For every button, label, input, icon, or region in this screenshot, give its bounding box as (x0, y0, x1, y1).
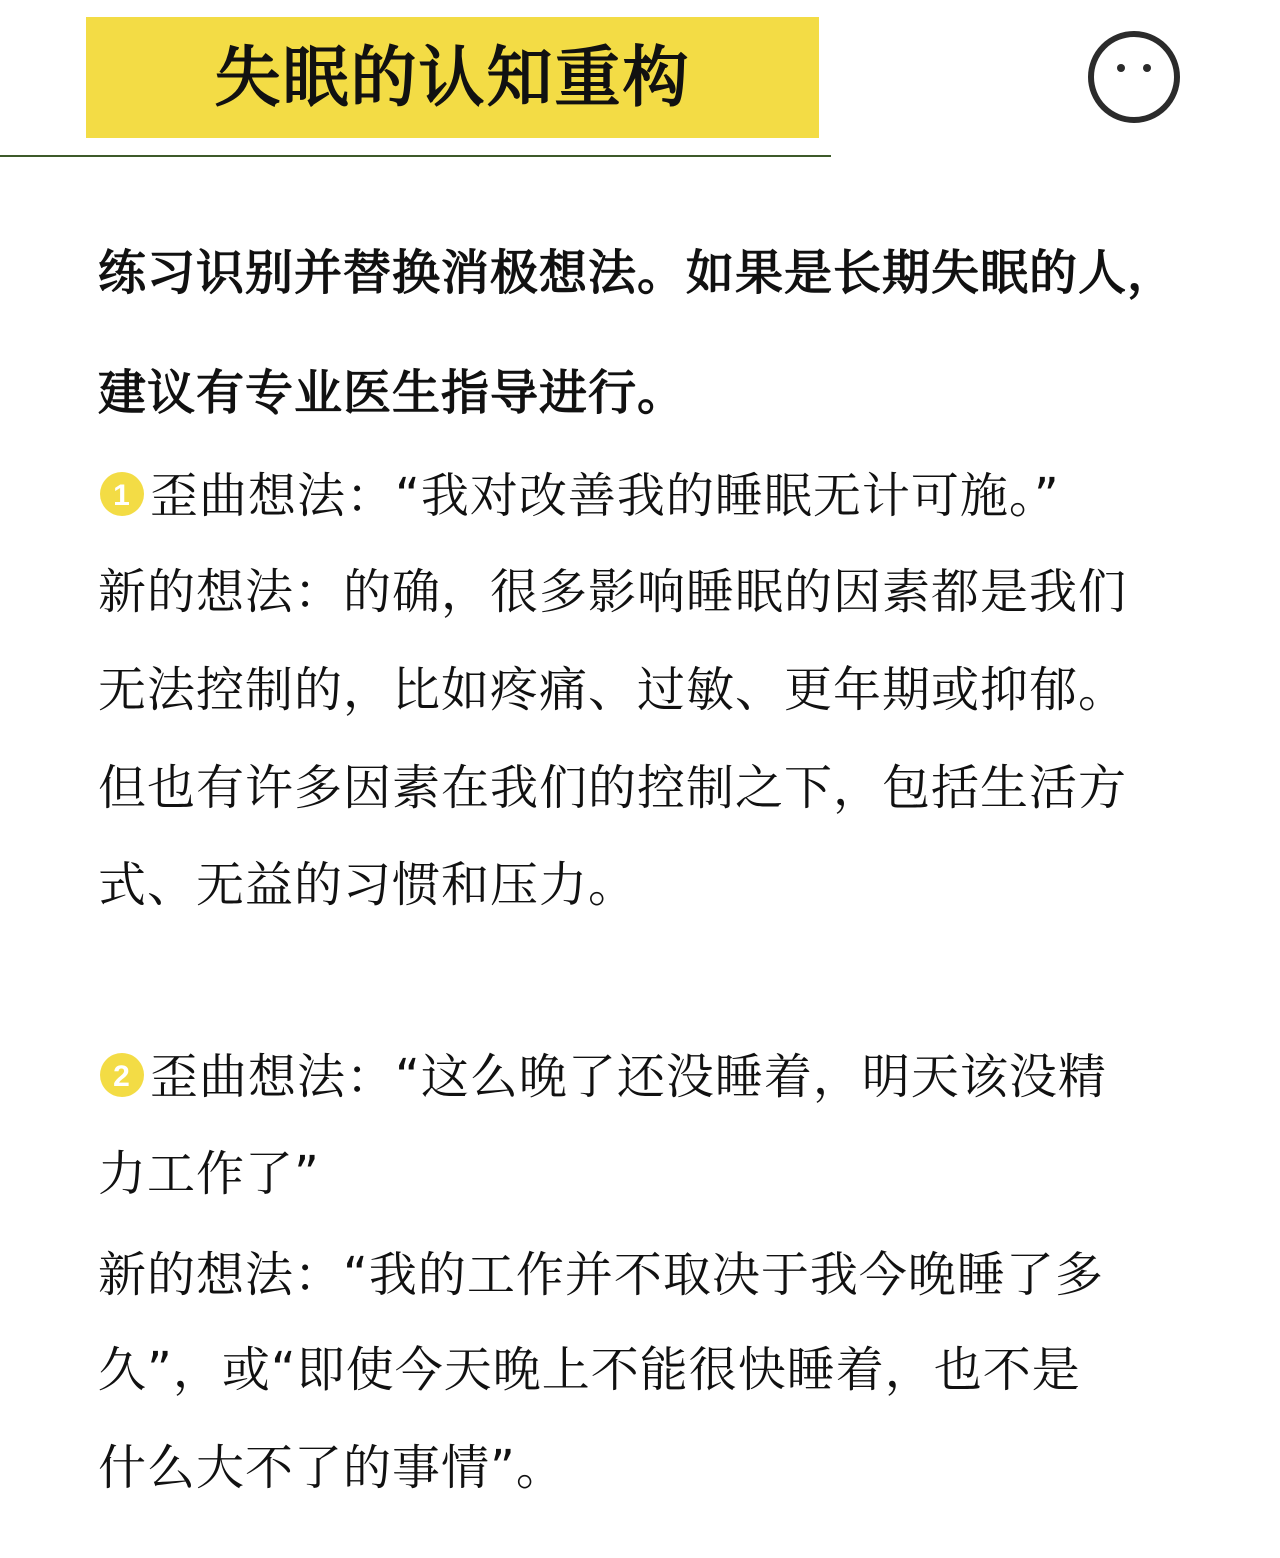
item2-distorted-thought (98, 1047, 1107, 1107)
item1-line: 但也有许多因素在我们的控制之下，包括生活方 (98, 760, 1128, 816)
number-one-label: 1 (113, 479, 131, 512)
item1-line: 歪曲想法：“我对改善我的睡眠无计可施。” (150, 468, 1060, 524)
title-underline (0, 155, 831, 157)
face-icon (1087, 30, 1181, 124)
item2-line: 力工作了” (98, 1146, 320, 1202)
title-banner (86, 17, 819, 138)
number-one-icon (98, 470, 146, 518)
item2-line: 歪曲想法：“这么晚了还没睡着，明天该没精 (150, 1049, 1107, 1105)
item1-line: 新的想法：的确，很多影响睡眠的因素都是我们 (98, 564, 1128, 620)
item2-line: 新的想法：“我的工作并不取决于我今晚睡了多 (98, 1247, 1104, 1303)
intro-line: 练习识别并替换消极想法。如果是长期失眠的人， (98, 245, 1177, 301)
number-two-icon (98, 1051, 146, 1099)
item1-line: 无法控制的，比如疼痛、过敏、更年期或抑郁。 (98, 662, 1128, 718)
item1-line: 式、无益的习惯和压力。 (98, 857, 638, 913)
item2-line: 久”，或“即使今天晚上不能很快睡着，也不是 (98, 1342, 1081, 1398)
item1-distorted-thought (98, 466, 1060, 526)
page-title: 失眠的认知重构 (214, 39, 691, 116)
number-two-label: 2 (113, 1060, 131, 1093)
item2-line: 什么大不了的事情”。 (98, 1440, 565, 1496)
intro-line: 建议有专业医生指导进行。 (98, 365, 687, 421)
